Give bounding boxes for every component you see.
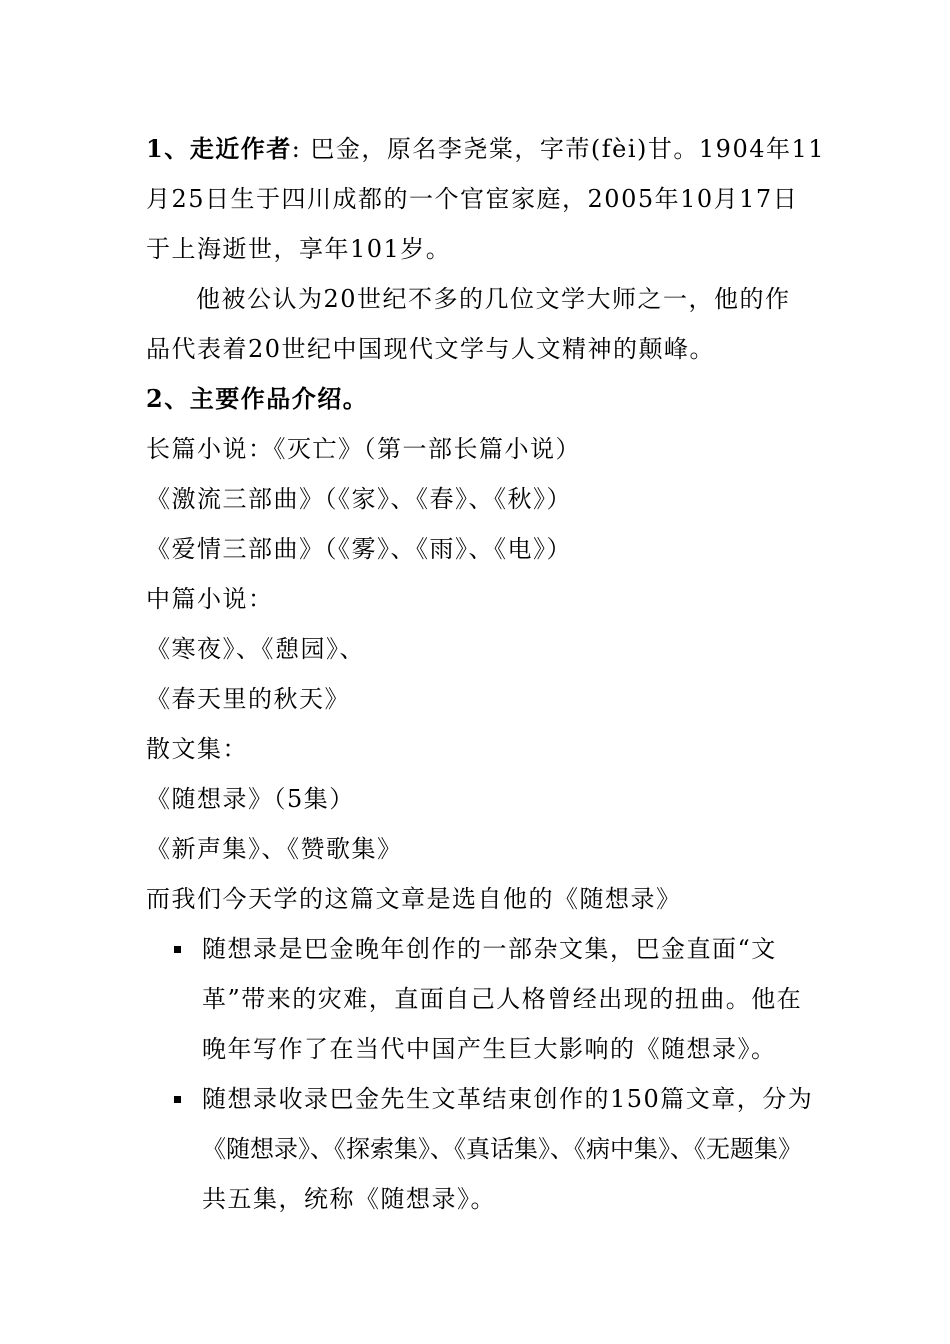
author-intro-line-1 <box>146 124 826 174</box>
author-reputation-line-1: 他被公认为20世纪不多的几位文学大师之一，他的作 <box>196 285 791 313</box>
bullet-2-line-1: 随想录收录巴金先生文革结束创作的150篇文章，分为 <box>202 1085 814 1113</box>
works-line-novella-spring: 《春天里的秋天》 <box>146 685 350 713</box>
bullet-item-2 <box>146 1074 814 1224</box>
square-bullet-icon <box>174 1096 181 1103</box>
bullet-2-line-2: 《随想录》、《探索集》、《真话集》、《病中集》、《无题集》 <box>202 1135 802 1163</box>
bullet-item-1 <box>146 924 814 1074</box>
works-line-novellas: 《寒夜》、《憩园》、 <box>146 635 365 663</box>
works-line-essay-collections: 《新声集》、《赞歌集》 <box>146 835 403 863</box>
square-bullet-icon <box>174 946 181 953</box>
bullet-2-line-3: 共五集，统称《随想录》。 <box>202 1185 496 1213</box>
section-heading-author: 1、走近作者 <box>146 134 292 163</box>
works-line-source-note: 而我们今天学的这篇文章是选自他的《随想录》 <box>146 885 682 913</box>
bullet-1-line-1: 随想录是巴金晚年创作的一部杂文集，巴金直面“文 <box>202 935 777 963</box>
works-line-torrent-trilogy: 《激流三部曲》（《家》、《春》、《秋》） <box>146 485 572 513</box>
author-intro-line-2: 月25日生于四川成都的一个官宦家庭，2005年10月17日 <box>146 185 799 213</box>
works-line-love-trilogy: 《爱情三部曲》（《雾》、《雨》、《电》） <box>146 535 572 563</box>
bullet-1-line-3: 晚年写作了在当代中国产生巨大影响的《随想录》。 <box>202 1035 777 1063</box>
author-intro-line-3: 于上海逝世，享年101岁。 <box>146 235 452 263</box>
works-line-novel: 长篇小说：《灭亡》（第一部长篇小说） <box>146 435 581 463</box>
works-line-random-thoughts: 《随想录》（5集） <box>146 785 355 813</box>
works-line-essay-heading: 散文集： <box>146 735 248 763</box>
bullet-1-line-2: 革”带来的灾难，直面自己人格曾经出现的扭曲。他在 <box>202 985 803 1013</box>
author-intro-text: : 巴金，原名李尧棠，字芾(fèi)甘。1904年11 <box>291 135 826 163</box>
author-reputation-line-2: 品代表着20世纪中国现代文学与人文精神的颠峰。 <box>146 335 716 363</box>
works-line-novella-heading: 中篇小说： <box>146 585 274 613</box>
section-heading-works: 2、主要作品介绍。 <box>146 384 369 413</box>
document-body <box>146 124 826 1224</box>
